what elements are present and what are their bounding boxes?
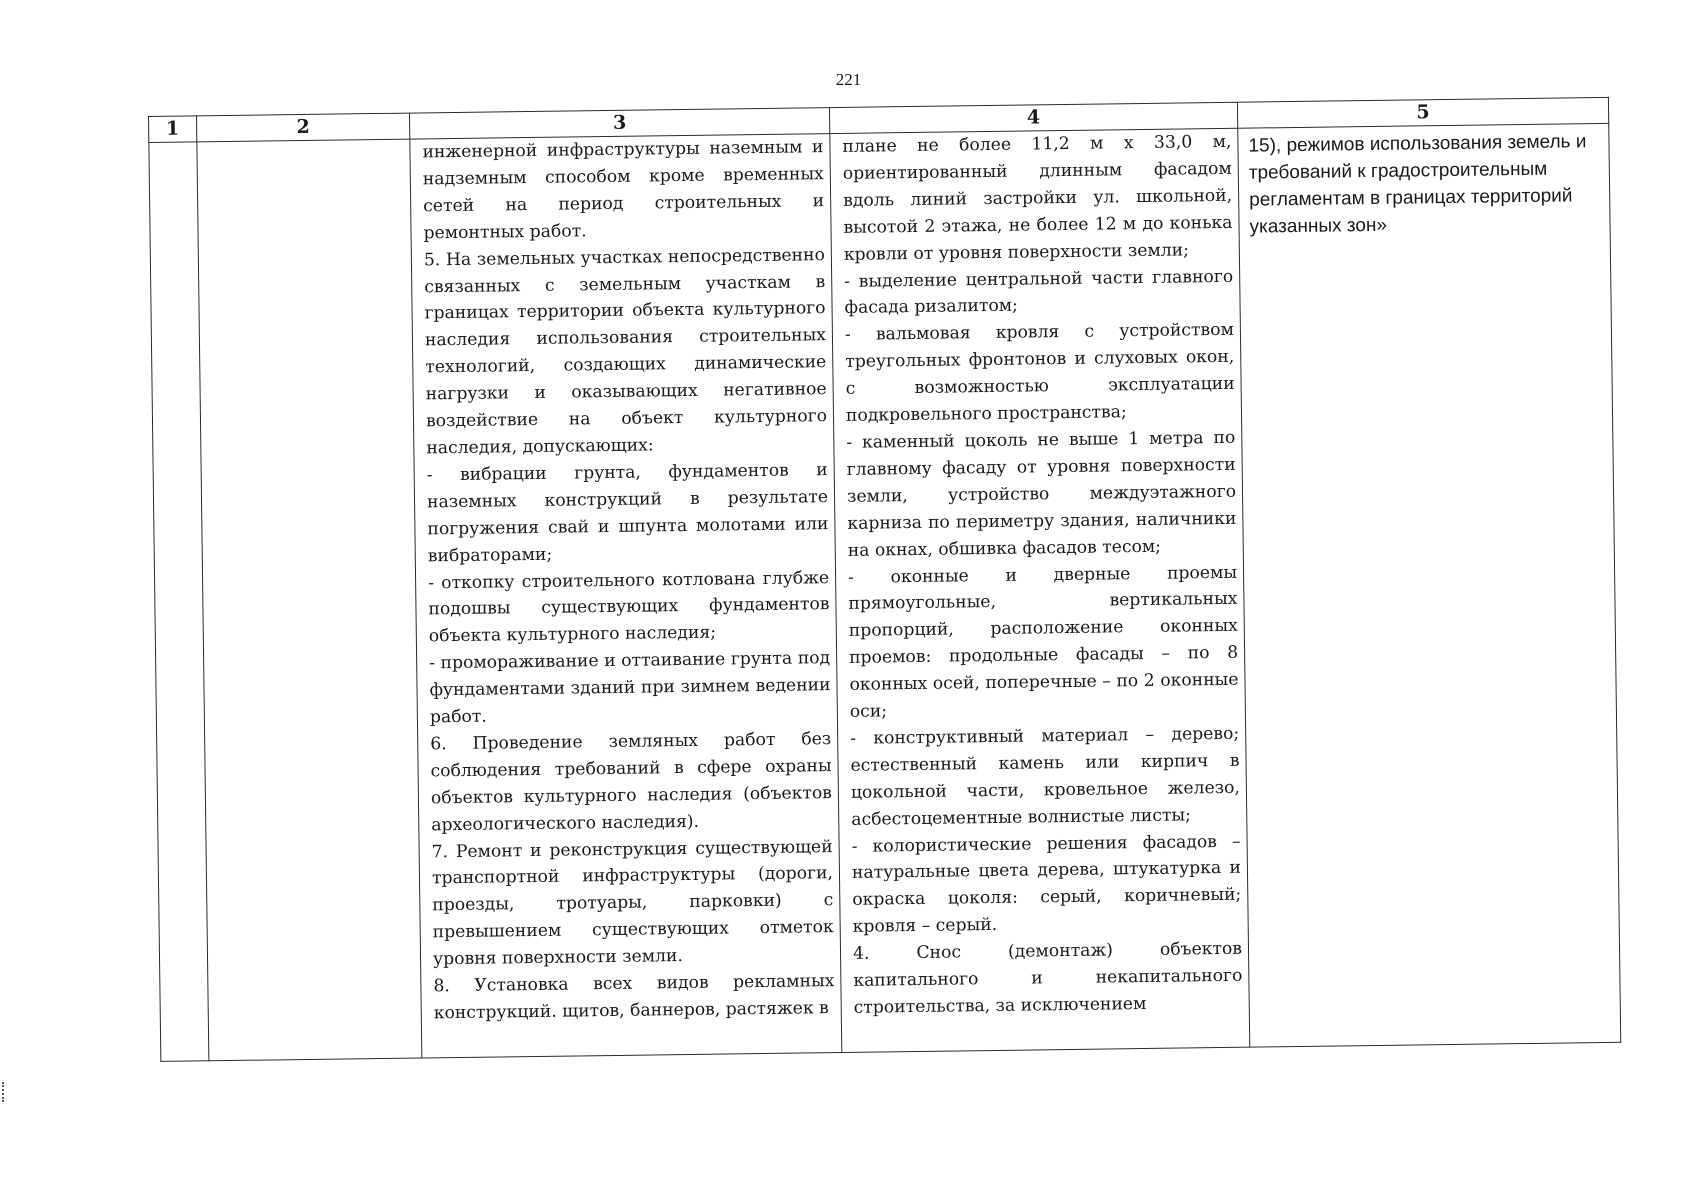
header-col-3: 3 bbox=[409, 108, 829, 139]
header-col-5: 5 bbox=[1237, 97, 1608, 128]
cell-col-5-text: 15), режимов использования земель и требований к градостроительным регламентам в границах территорий указанных зон» bbox=[1248, 131, 1587, 238]
col3-paragraph: 7. Ремонт и реконструкция существующей транспортной инфраструктуры (дороги, проезды, тротуары, парковки) с превышением существующих отметок уровня поверхности земли. bbox=[431, 836, 834, 970]
document-table bbox=[148, 97, 1621, 1062]
header-col-2: 2 bbox=[197, 113, 410, 142]
col3-paragraph: - вибрации грунта, фундаментов и наземных конструкций в результате погружения свай и шпунта молотами или вибраторами; bbox=[426, 460, 829, 566]
col3-paragraph: 8. Установка всех видов рекламных конструкций. щитов, баннеров, растяжек в bbox=[433, 971, 835, 1024]
col4-paragraph: 4. Снос (демонтаж) объектов капитального и некапитального строительства, за исключением bbox=[852, 938, 1243, 1018]
col3-paragraph: 5. На земельных участках непосредственно связанных с земельным участкам в границах территории объекта культурного наследия использования строительных технологий, создающих динамические нагрузки и оказывающих негативное воздействие на объект культурного наследия, допускающих: bbox=[423, 244, 828, 459]
cell-col-3-text bbox=[410, 134, 841, 1027]
col4-paragraph: - колористические решения фасадов – натуральные цвета дерева, штукатурка и окраска цоколя: серый, коричневый; кровля – серый. bbox=[851, 831, 1242, 938]
table-row bbox=[149, 123, 1621, 1061]
col4-paragraph: - вальмовая кровля с устройством треугольных фронтонов и слуховых окон, с возможностью эксплуатации подкровельного пространства; bbox=[844, 320, 1235, 426]
col3-paragraph: - откопку строительного котлована глубже подошвы существующих фундаментов объекта культурного наследия; bbox=[428, 567, 830, 647]
scan-edge-mark bbox=[2, 1082, 8, 1102]
col4-paragraph: - оконные и дверные проемы прямоугольные, вертикальных пропорций, расположение оконных проемов: продольные фасады – по 8 оконных осей, поперечные – по 2 оконные оси; bbox=[847, 562, 1239, 722]
page-number: 221 bbox=[835, 70, 862, 89]
cell-col-2 bbox=[197, 139, 422, 1061]
col4-paragraph: - конструктивный материал – дерево; естественный камень или кирпич в цокольной части, кровельное железо, асбестоцементные волнистые листы; bbox=[850, 723, 1241, 830]
col4-paragraph: плане не более 11,2 м х 33,0 м, ориентированный длинным фасадом вдоль линий застройки ул. школьной, высотой 2 этажа, не более 12 м до конька кровли от уровня поверхности земли; bbox=[842, 131, 1233, 265]
header-col-4: 4 bbox=[829, 102, 1237, 133]
header-col-1: 1 bbox=[149, 116, 197, 143]
cell-col-4-text bbox=[830, 129, 1249, 1022]
col3-paragraph: - промораживание и оттаивание грунта под фундаментами зданий при зимнем ведении работ. bbox=[429, 648, 831, 728]
col4-paragraph: - каменный цоколь не выше 1 метра по главному фасаду от уровня поверхности земли, устройство междуэтажного карниза по периметру здания, наличники на окнах, обшивка фасадов тесом; bbox=[846, 427, 1237, 561]
cell-col-5 bbox=[1238, 123, 1621, 1047]
cell-col-3 bbox=[410, 134, 842, 1058]
col4-paragraph: - выделение центральной части главного фасада ризалитом; bbox=[844, 266, 1234, 319]
col3-paragraph: инженерной инфраструктуры наземным и надземным способом кроме временных сетей на период строительных и ремонтных работ. bbox=[422, 137, 825, 244]
cell-col-4 bbox=[830, 128, 1250, 1052]
col3-paragraph: 6. Проведение земляных работ без соблюдения требований в сфере охраны объектов культурного наследия (объектов археологического наследия). bbox=[430, 729, 833, 836]
